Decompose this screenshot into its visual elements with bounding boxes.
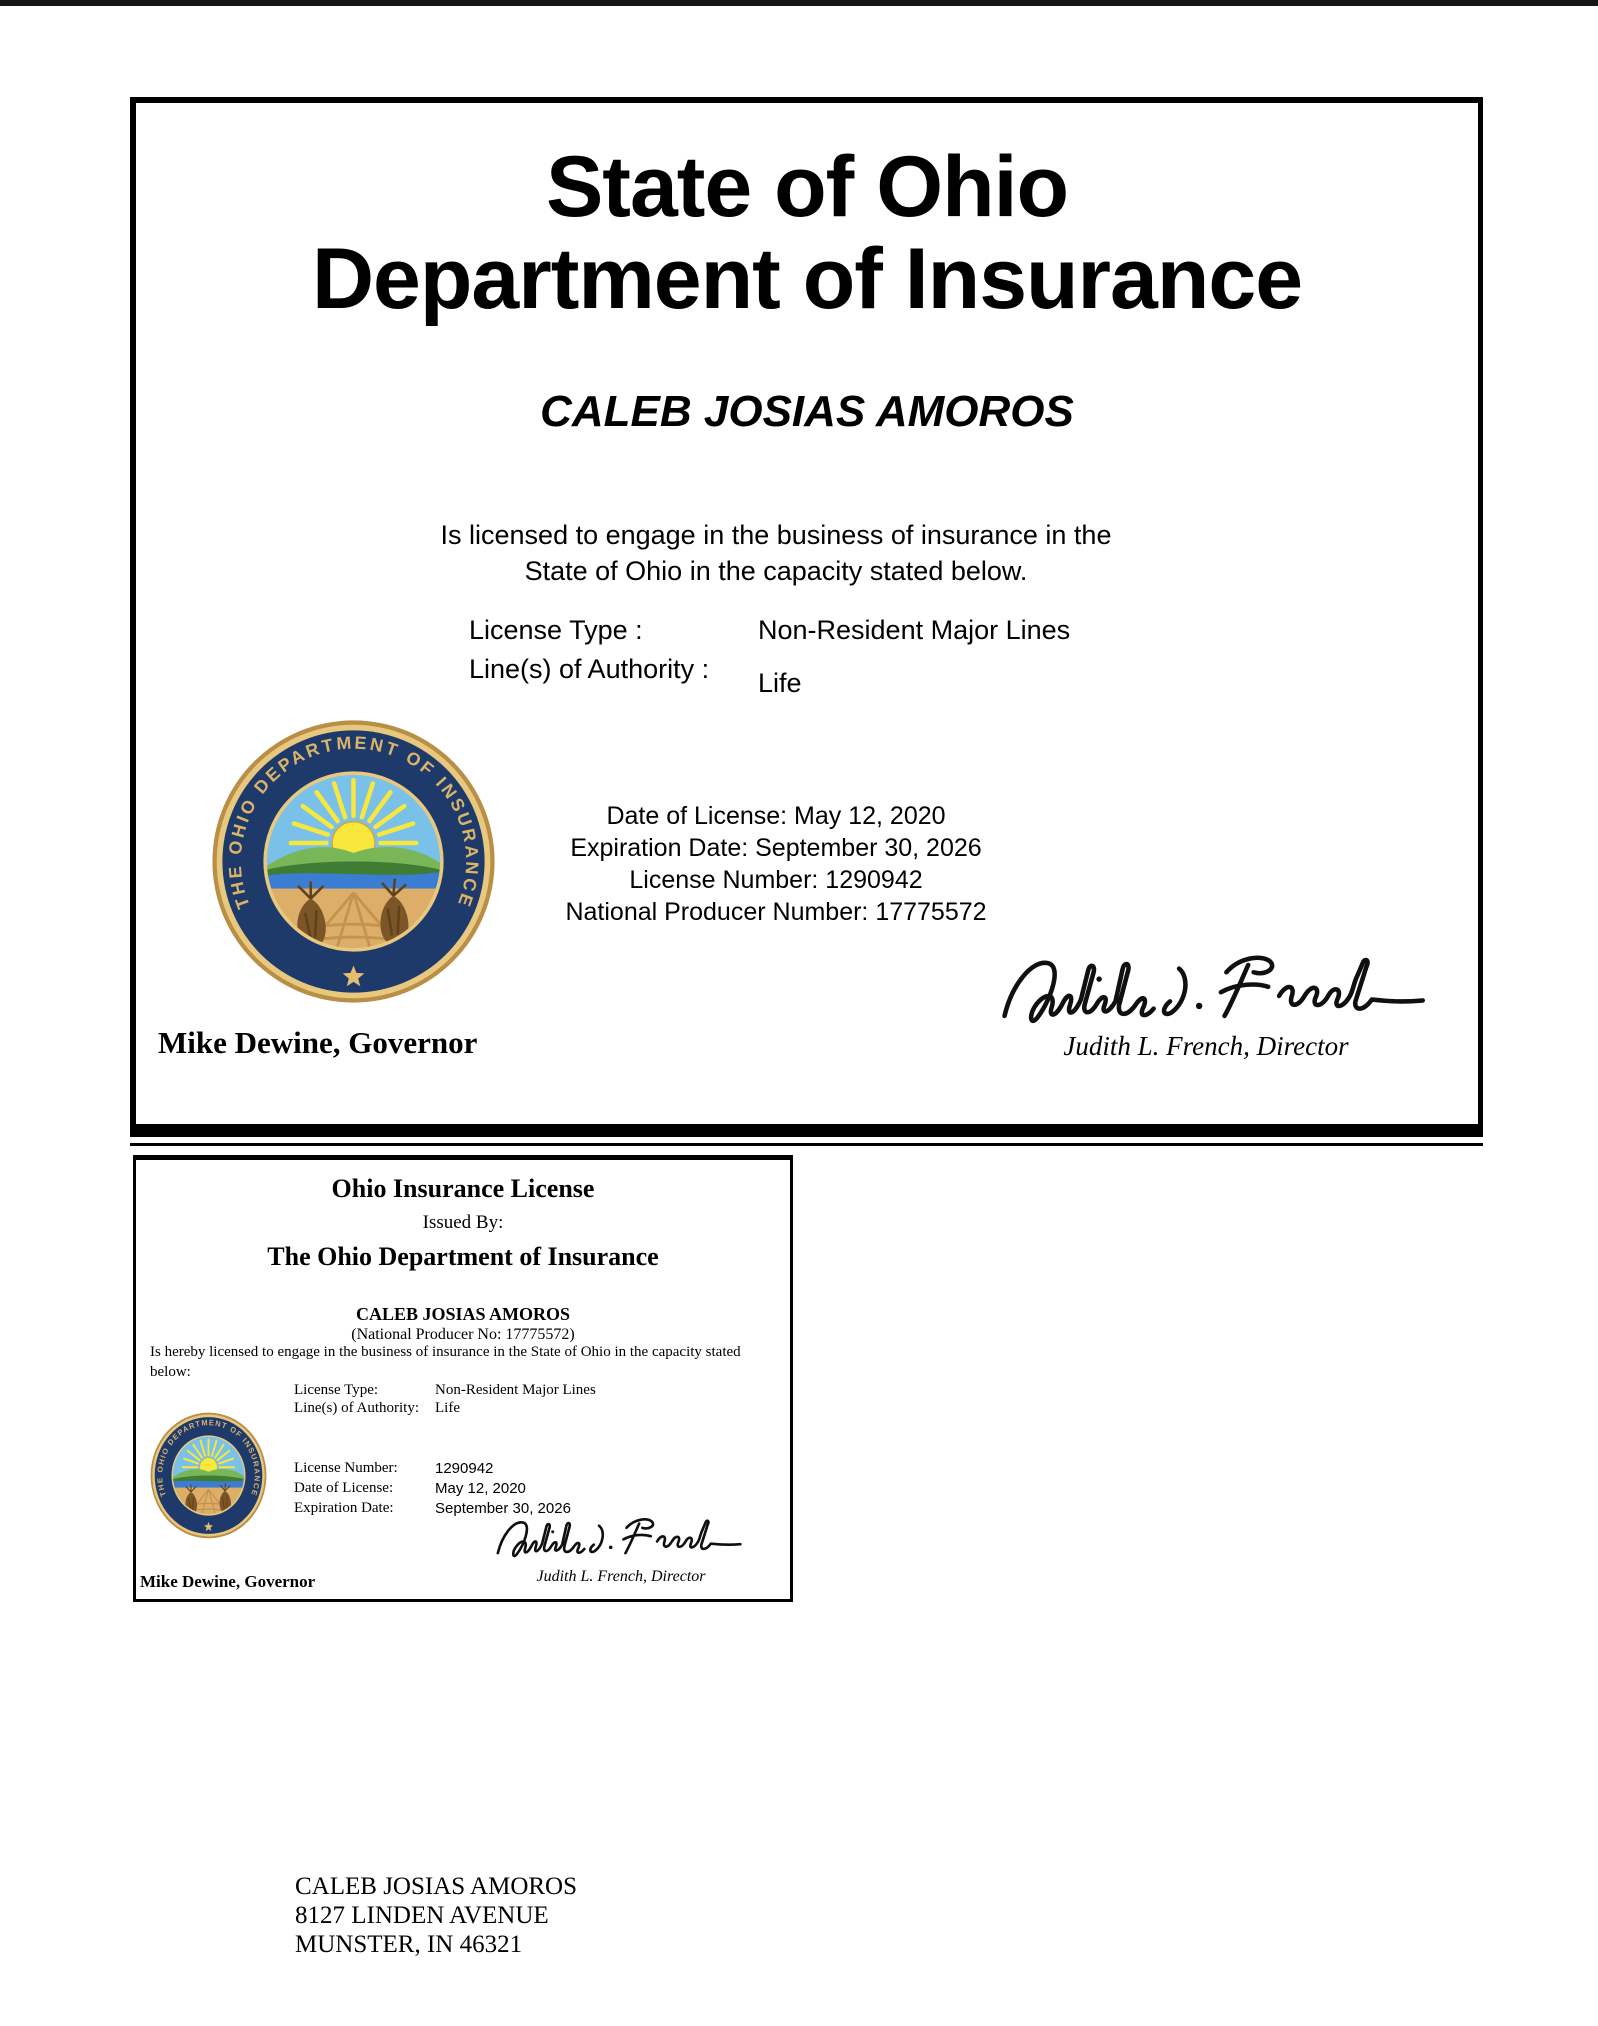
mailing-address	[295, 1872, 577, 1959]
license-certificate	[130, 97, 1483, 1137]
licensee-name: CALEB JOSIAS AMOROS	[540, 387, 1074, 436]
mailing-address-name: CALEB JOSIAS AMOROS	[295, 1873, 578, 1900]
mailing-address-city: MUNSTER, IN 46321	[295, 1931, 523, 1958]
card-license-number-label: License Number:	[294, 1460, 398, 1476]
expiration-date: Expiration Date: September 30, 2026	[570, 834, 982, 862]
license-statement	[176, 517, 1376, 589]
page-top-bar	[0, 0, 1598, 6]
director-signature-icon	[482, 1512, 752, 1570]
license-number: License Number: 1290942	[629, 866, 923, 894]
certificate-title	[136, 141, 1478, 325]
mailing-address-street: 8127 LINDEN AVENUE	[295, 1902, 549, 1929]
license-type-value: Non-Resident Major Lines	[758, 615, 1071, 645]
date-of-license: Date of License: May 12, 2020	[606, 802, 946, 830]
card-licensee-name: CALEB JOSIAS AMOROS	[355, 1304, 571, 1324]
section-divider	[130, 1143, 1483, 1146]
card-title: Ohio Insurance License	[331, 1174, 595, 1203]
card-issued-by: Issued By:	[422, 1212, 504, 1233]
director-signature-icon	[974, 945, 1446, 1045]
governor-name: Mike Dewine, Governor	[158, 1025, 478, 1060]
certificate-title-line2: Department of Insurance	[311, 231, 1303, 327]
card-producer-number: (National Producer No: 17775572)	[351, 1326, 575, 1343]
card-expiration-date-label: Expiration Date:	[294, 1500, 394, 1516]
card-director-name: Judith L. French, Director	[536, 1568, 706, 1585]
card-statement: Is hereby licensed to engage in the business of insurance in the State of Ohio in the capacity stated below:	[150, 1344, 741, 1380]
card-authority-label: Line(s) of Authority:	[294, 1400, 419, 1416]
card-date-of-license-value: May 12, 2020	[435, 1480, 526, 1497]
card-license-type-value: Non-Resident Major Lines	[435, 1382, 596, 1398]
card-issuer: The Ohio Department of Insurance	[267, 1242, 659, 1271]
card-date-of-license-label: Date of License:	[294, 1480, 394, 1496]
authority-label: Line(s) of Authority :	[469, 654, 710, 684]
ohio-department-of-insurance-seal-icon	[211, 719, 496, 1004]
card-license-number-value: 1290942	[435, 1460, 494, 1477]
card-governor-name: Mike Dewine, Governor	[140, 1572, 316, 1591]
card-authority-value: Life	[435, 1400, 460, 1416]
ohio-department-of-insurance-seal-icon	[150, 1412, 267, 1539]
national-producer-number: National Producer Number: 17775572	[565, 898, 987, 926]
license-statement-line2: State of Ohio in the capacity stated below.	[524, 556, 1028, 586]
card-expiration-date-value: September 30, 2026	[435, 1500, 571, 1517]
license-statement-line1: Is licensed to engage in the business of insurance in the	[440, 520, 1112, 550]
certificate-title-line1: State of Ohio	[545, 139, 1069, 235]
director-name: Judith L. French, Director	[1063, 1031, 1349, 1061]
authority-value: Life	[758, 668, 802, 698]
license-details	[456, 800, 1096, 928]
license-wallet-card	[133, 1155, 793, 1602]
license-type-label: License Type :	[469, 615, 643, 645]
card-license-type-label: License Type:	[294, 1382, 379, 1398]
